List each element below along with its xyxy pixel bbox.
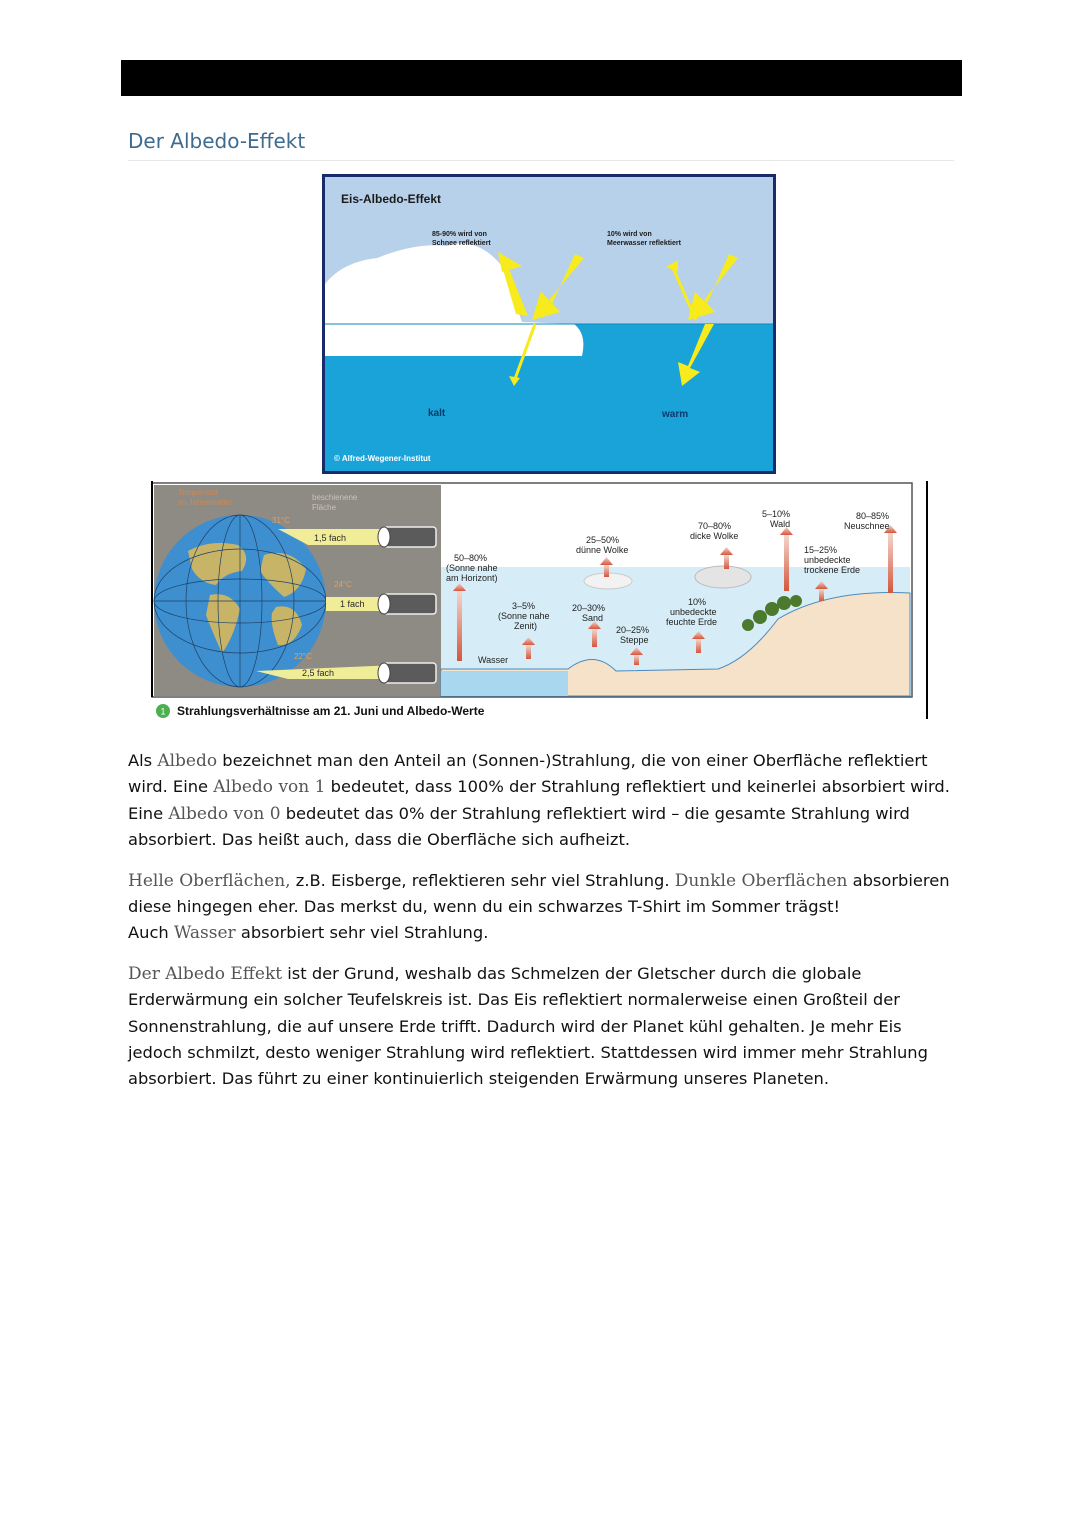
sun-low-label-2: am Horizont) (446, 573, 498, 583)
water-label: Wasser (478, 655, 509, 665)
temp-north: 31°C (272, 516, 290, 525)
header-black-bar (121, 60, 962, 96)
zenit-value: 3–5% (512, 601, 536, 611)
thick-cloud-value: 70–80% (698, 521, 732, 531)
temp-equator: 24°C (334, 580, 352, 589)
steppe-label: Steppe (620, 635, 649, 645)
area-label-2: Fläche (312, 503, 337, 512)
forest-label: Wald (770, 519, 791, 529)
snow-reflect-label-2: Schnee reflektiert (432, 240, 491, 247)
highlight-term: Dunkle Oberflächen (674, 870, 848, 891)
article-body (128, 748, 958, 1107)
warm-label: warm (662, 409, 689, 420)
water-area (441, 671, 568, 696)
steppe-value: 20–25% (616, 625, 650, 635)
sun-low-label-1: (Sonne nahe (446, 563, 498, 573)
page-title: Der Albedo-Effekt (128, 129, 306, 153)
thin-cloud-value: 25–50% (586, 535, 620, 545)
snow-reflect-label-1: 85-90% wird von (432, 231, 487, 238)
temperature-label-2: im Jahresmittel (178, 498, 232, 507)
zenit-label-2: Zenit) (514, 621, 538, 631)
cold-label: kalt (428, 408, 446, 419)
thin-cloud-label: dünne Wolke (576, 545, 629, 555)
paragraph-feedback-loop: Der Albedo Effekt ist der Grund, weshalb das Schmelzen der Gletscher durch die globale Erderwärmung ein solcher Teufelskreis ist. Das Eis reflektiert normalerweise einen Großteil der Sonnenstrahlung, die auf unsere Erde trifft. Dadurch wird der Planet kühl gehalten. Je mehr Eis jedoch schmilzt, desto weniger Strahlung wird reflektiert. Stattdessen wird immer mehr Strahlung absorbiert. Das führt zu einer kontinuierlich steigenden Erwärmung unseres Planeten. (128, 963, 928, 1089)
thick-cloud-label: dicke Wolke (690, 531, 739, 541)
wet-earth-label-2: feuchte Erde (666, 617, 718, 627)
area-label-1: beschienene (312, 493, 358, 502)
paragraph-surfaces: Helle Oberflächen, z.B. Eisberge, reflektieren sehr viel Strahlung. Dunkle Oberflächen absorbieren diese hingegen eher. Das merkst du, wenn du ein schwarzes T-Shirt im Sommer trägst! Auch Wasser absorbiert sehr viel Strahlung. (128, 870, 950, 944)
dry-earth-value: 15–25% (804, 545, 838, 555)
wet-earth-value: 10% (688, 597, 707, 607)
sun-low-value: 50–80% (454, 553, 488, 563)
caption-number: 1 (160, 706, 166, 717)
title-divider (128, 160, 954, 161)
sea-reflect-label-2: Meerwasser reflektiert (607, 240, 681, 247)
highlight-term: Albedo von 0 (168, 803, 281, 824)
highlight-term: Helle Oberflächen, (128, 870, 291, 891)
fach-bot: 2,5 fach (302, 668, 335, 678)
zenit-label-1: (Sonne nahe (498, 611, 550, 621)
credit-label: © Alfred-Wegener-Institut (334, 454, 431, 463)
figure1-title: Eis-Albedo-Effekt (341, 192, 442, 206)
highlight-term: Der Albedo Effekt (128, 963, 283, 984)
temp-south: 22°C (294, 652, 312, 661)
highlight-term: Wasser (173, 923, 236, 944)
snow-value: 80–85% (856, 511, 890, 521)
dry-earth-label-1: unbedeckte (804, 555, 851, 565)
sand-label: Sand (582, 613, 604, 623)
paragraph-albedo-definition: Als Albedo bezeichnet man den Anteil an (Sonnen-)Strahlung, die von einer Oberfläche reflektiert wird. Eine Albedo von 1 bedeutet, dass 100% der Strahlung reflektiert und keinerlei absorbiert wird. Eine Albedo von 0 bedeutet das 0% der Strahlung reflektiert wird – die gesamte Strahlung wird absorbiert. Das heißt auch, dass die Oberfläche sich aufheizt. (128, 751, 950, 850)
dry-earth-label-2: trockene Erde (804, 565, 861, 575)
fach-top: 1,5 fach (314, 533, 347, 543)
sand-value: 20–30% (572, 603, 606, 613)
sea-reflect-label-1: 10% wird von (607, 231, 652, 238)
ice-albedo-diagram (322, 174, 776, 474)
highlight-term: Albedo (157, 751, 218, 771)
figure2-caption: Strahlungsverhältnisse am 21. Juni und Albedo-Werte (177, 704, 485, 718)
forest-value: 5–10% (762, 509, 791, 519)
radiation-albedo-diagram (148, 479, 932, 721)
snow-label: Neuschnee (844, 521, 890, 531)
temperature-label-1: Temperatur (178, 488, 219, 497)
wet-earth-label-1: unbedeckte (670, 607, 717, 617)
thick-cloud (695, 566, 751, 588)
highlight-term: Albedo von 1 (213, 777, 326, 798)
fach-mid: 1 fach (340, 599, 365, 609)
